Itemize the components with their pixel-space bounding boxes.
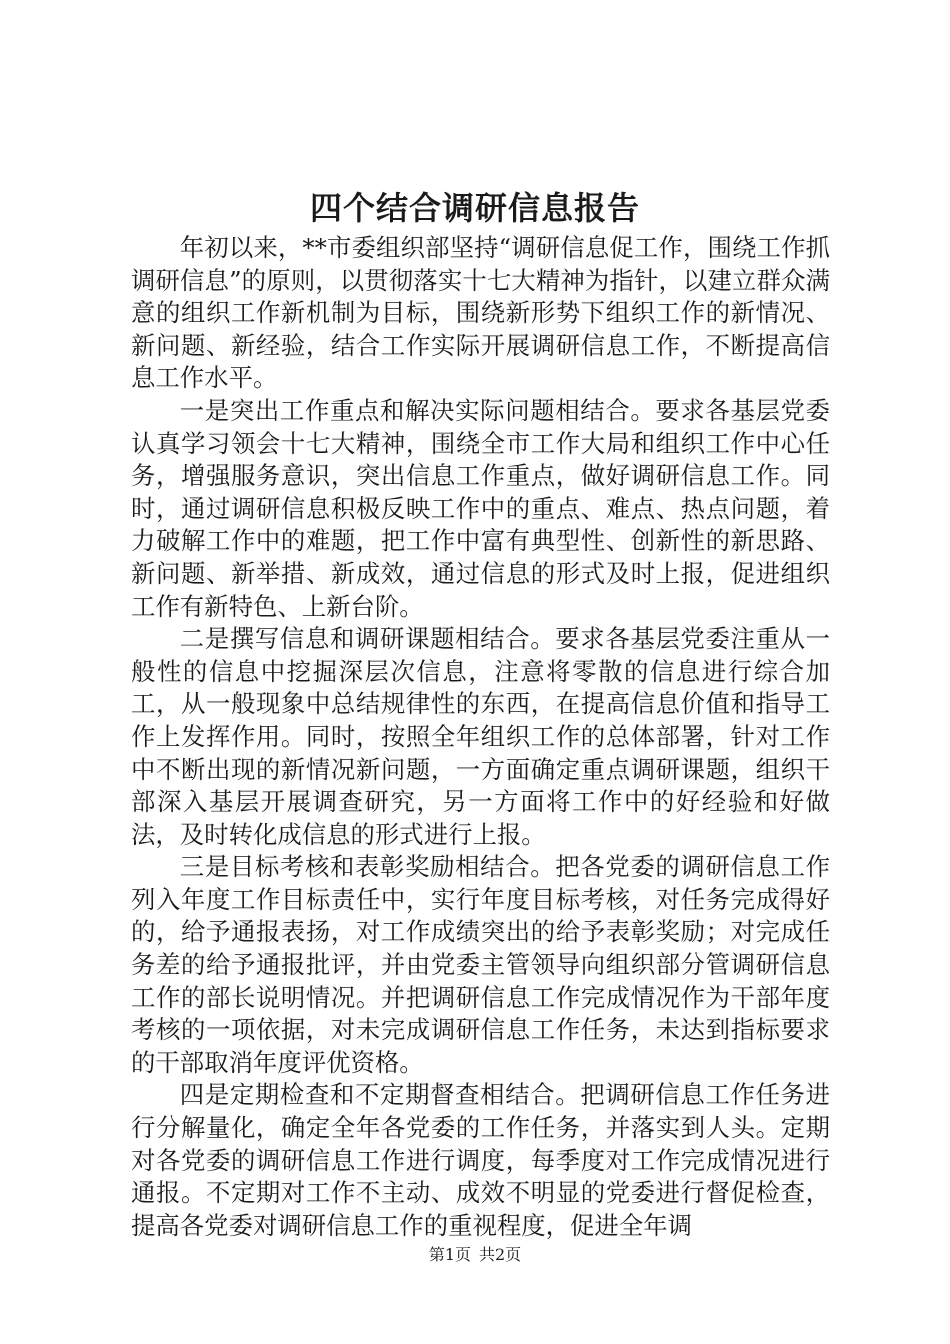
- page-footer: [0, 1243, 950, 1267]
- paragraph-point-four: 四是定期检查和不定期督查相结合。把调研信息工作任务进行分解量化，确定全年各党委的工作任务，并落实到人头。定期对各党委的调研信息工作进行调度，每季度对工作完成情况进行通报。不定期对工作不主动、成效不明显的党委进行督促检查，提高各党委对调研信息工作的重视程度，促进全年调: [131, 1080, 830, 1240]
- page-number-total: 共2页: [479, 1245, 522, 1264]
- paragraph-point-three: 三是目标考核和表彰奖励相结合。把各党委的调研信息工作列入年度工作目标责任中，实行年度目标考核，对任务完成得好的，给予通报表扬，对工作成绩突出的给予表彰奖励；对完成任务差的给予通报批评，并由党委主管领导向组织部分管调研信息工作的部长说明情况。并把调研信息工作完成情况作为干部年度考核的一项依据，对未完成调研信息工作任务，未达到指标要求的干部取消年度评优资格。: [131, 852, 830, 1077]
- paragraph-point-one: 一是突出工作重点和解决实际问题相结合。要求各基层党委认真学习领会十七大精神，围绕全市工作大局和组织工作中心任务，增强服务意识，突出信息工作重点，做好调研信息工作。同时，通过调研信息积极反映工作中的重点、难点、热点问题，着力破解工作中的难题，把工作中富有典型性、创新性的新思路、新问题、新举措、新成效，通过信息的形式及时上报，促进组织工作有新特色、上新台阶。: [131, 395, 830, 621]
- page-number-current: 第1页: [428, 1245, 471, 1264]
- document-title: 四个结合调研信息报告: [309, 189, 640, 227]
- paragraph-point-two: 二是撰写信息和调研课题相结合。要求各基层党委注重从一般性的信息中挖掘深层次信息，注意将零散的信息进行综合加工，从一般现象中总结规律性的东西，在提高信息价值和指导工作上发挥作用。同时，按照全年组织工作的总体部署，针对工作中不断出现的新情况新问题，一方面确定重点调研课题，组织干部深入基层开展调查研究，另一方面将工作中的好经验和好做法，及时转化成信息的形式进行上报。: [131, 624, 830, 849]
- document-body: [131, 232, 830, 1242]
- paragraph-intro: 年初以来，**市委组织部坚持“调研信息促工作，围绕工作抓调研信息”的原则，以贯彻落实十七大精神为指针，以建立群众满意的组织工作新机制为目标，围绕新形势下组织工作的新情况、新问题、新经验，结合工作实际开展调研信息工作，不断提高信息工作水平。: [131, 233, 830, 393]
